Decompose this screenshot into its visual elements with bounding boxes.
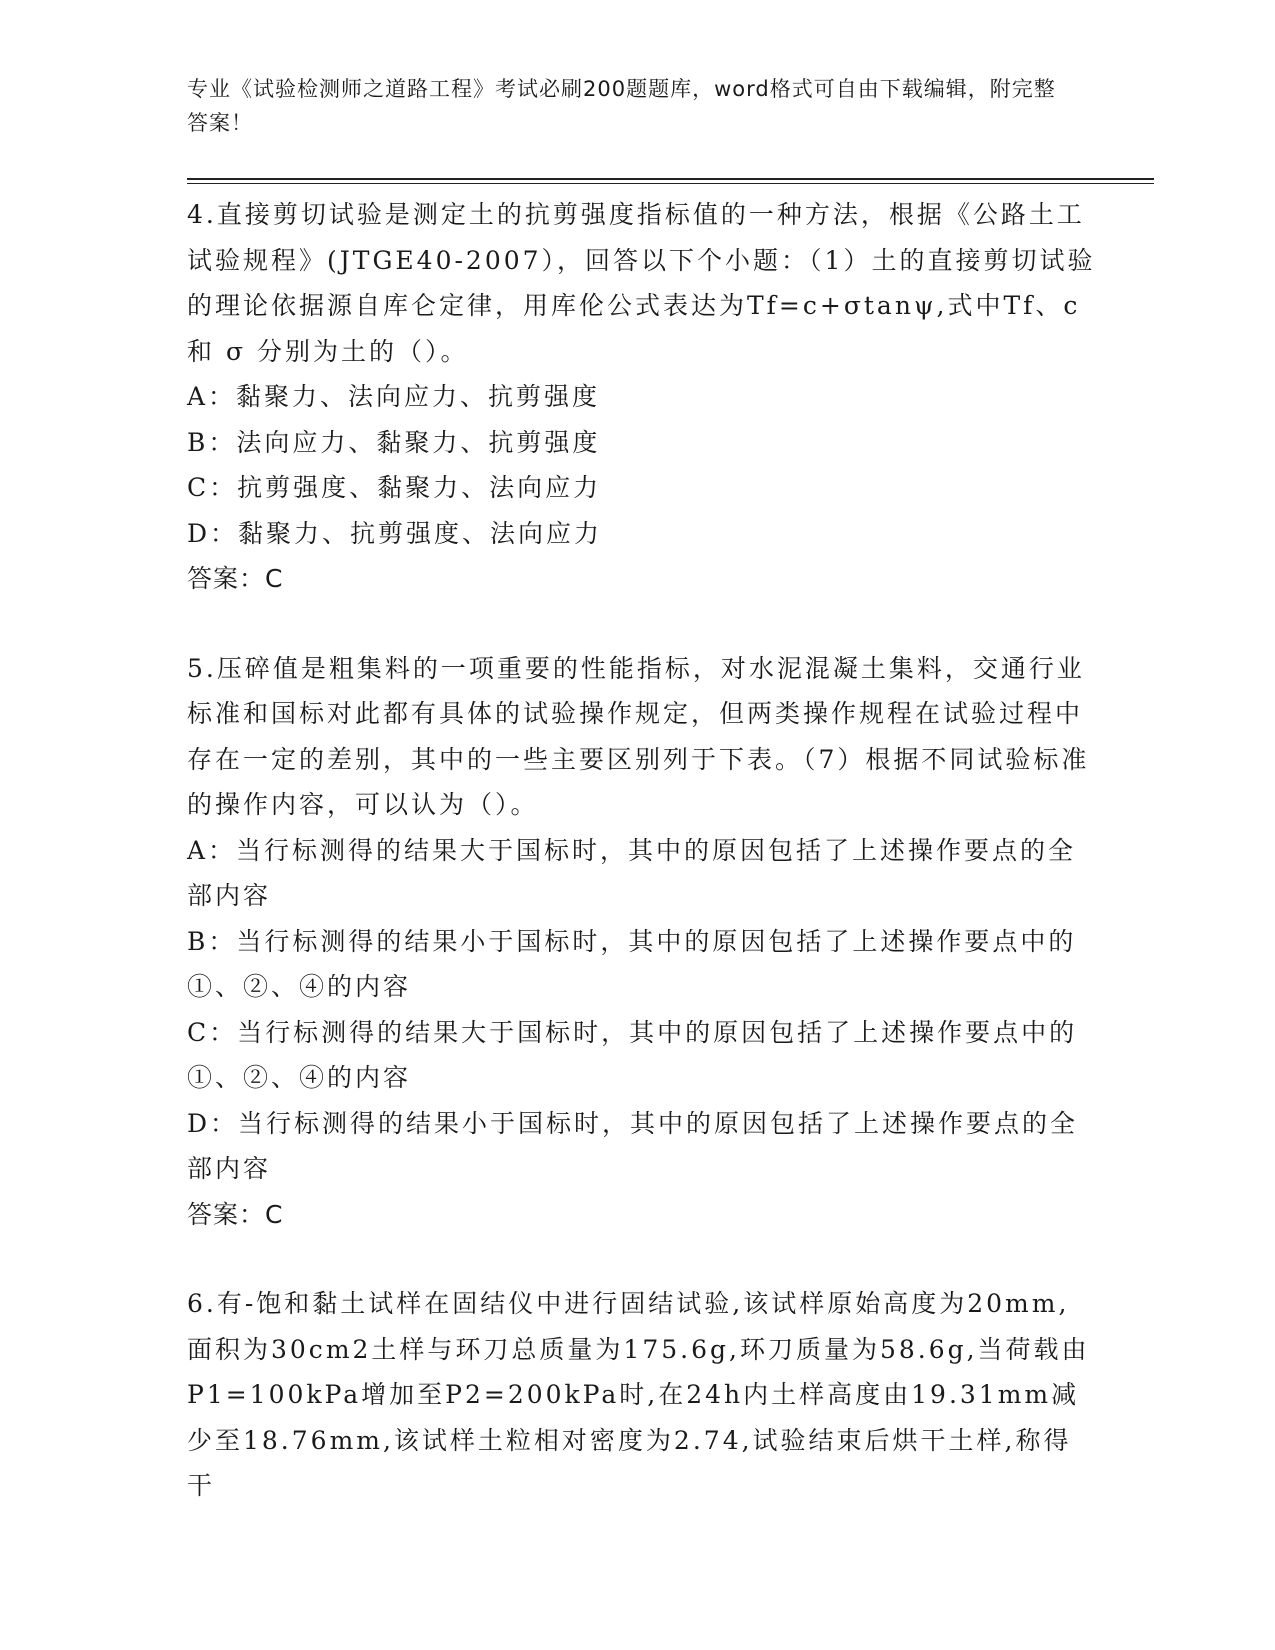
option-d: D：黏聚力、抗剪强度、法向应力 [187,518,603,548]
answer: 答案：C [187,564,284,593]
header-rule-thin [187,183,1154,184]
option-a: A：黏聚力、法向应力、抗剪强度 [187,382,601,411]
option-a: A：当行标测得的结果大于国标时，其中的原因包括了上述操作要点的全部内容 [187,835,1077,910]
question-text: 5.压碎值是粗集料的一项重要的性能指标，对水泥混凝土集料，交通行业标准和国标对此都有具体的试验操作规定，但两类操作规程在试验过程中存在一定的差别，其中的一些主要区别列于下表。（7）根据不同试验标准的操作内容，可以认为（）。 [187,653,1090,819]
question-5 [187,646,1097,1238]
question-text: 4.直接剪切试验是测定土的抗剪强度指标值的一种方法，根据《公路土工试验规程》(JTGE40-2007），回答以下个小题：（1）土的直接剪切试验的理论依据源自库仑定律，用库伦公式表达为Tf=c+σtanψ,式中Tf、c和 σ 分别为土的（）。 [187,200,1096,366]
question-text: 6.有-饱和黏土试样在固结仪中进行固结试验,该试样原始高度为20mm,面积为30cm2土样与环刀总质量为175.6g,环刀质量为58.6g,当荷载由P1=100kPa增加至P2=200kPa时,在24h内土样高度由19.31mm减少至18.76mm,该试样土粒相对密度为2.74,试验结束后烘干土样,称得干 [187,1289,1090,1500]
question-4 [187,192,1097,602]
answer: 答案：C [187,1199,284,1229]
option-c: C：当行标测得的结果大于国标时，其中的原因包括了上述操作要点中的①、②、④的内容 [187,1017,1078,1092]
option-b: B：法向应力、黏聚力、抗剪强度 [187,427,601,457]
document-body [187,192,1097,1509]
question-spacer [187,602,1097,646]
header-rule-thick [187,178,1154,180]
option-b: B：当行标测得的结果小于国标时，其中的原因包括了上述操作要点中的①、②、④的内容 [187,926,1077,1001]
question-spacer [187,1237,1097,1281]
option-d: D：当行标测得的结果小于国标时，其中的原因包括了上述操作要点的全部内容 [187,1108,1079,1183]
option-c: C：抗剪强度、黏聚力、法向应力 [187,473,602,502]
question-6 [187,1281,1097,1509]
document-header: 专业《试验检测师之道路工程》考试必刷200题题库，word格式可自由下载编辑，附完整答案！ [187,77,1056,135]
